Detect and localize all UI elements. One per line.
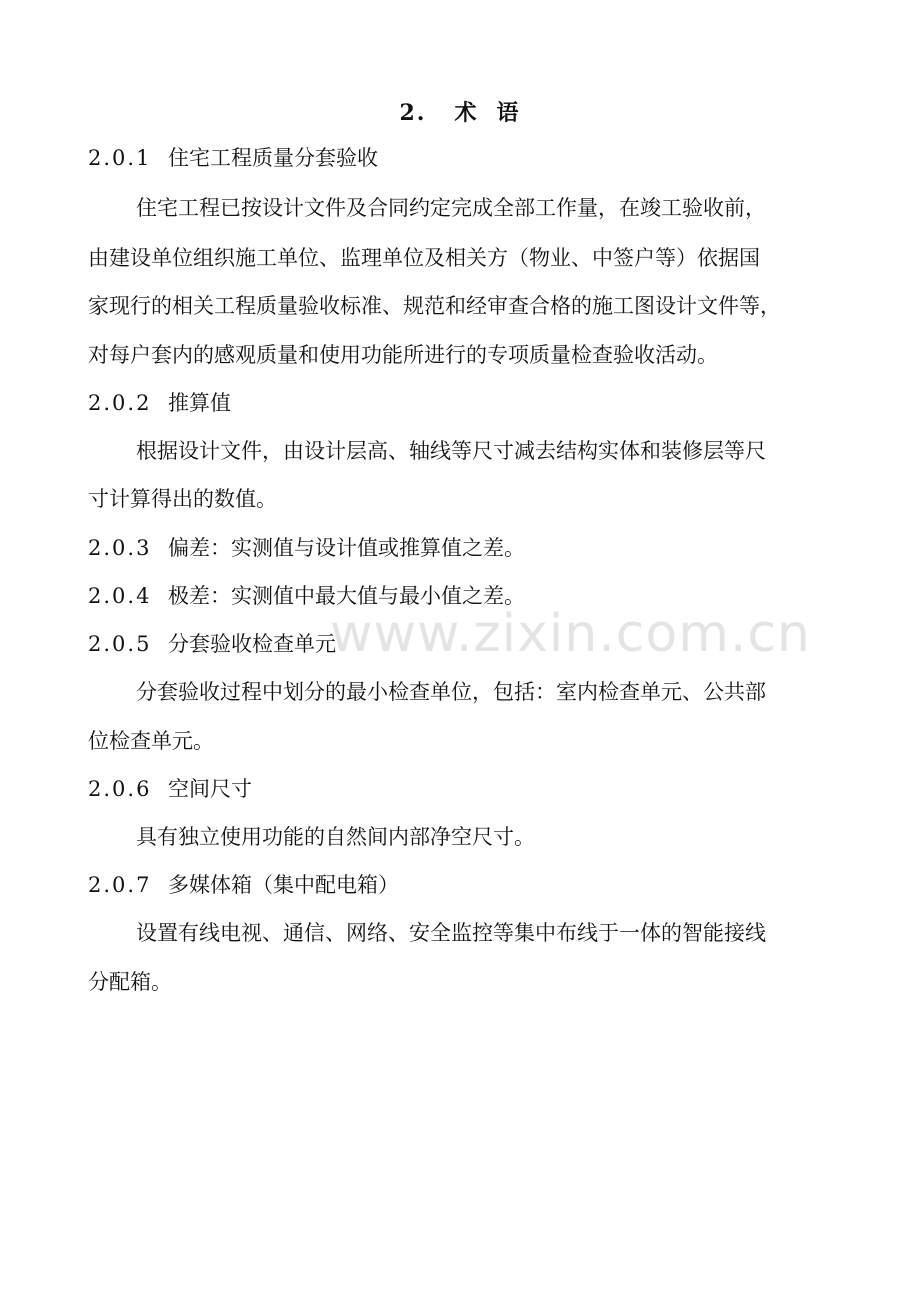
section-title-word-1: 术 <box>454 100 479 126</box>
term-title: 住宅工程质量分套验收 <box>168 146 378 170</box>
term-heading <box>88 143 378 173</box>
paragraph-line: 住宅工程已按设计文件及合同约定完成全部工作量，在竣工验收前， <box>136 196 766 220</box>
paragraph-line: 分套验收过程中划分的最小检查单位，包括：室内检查单元、公共部 <box>136 680 766 704</box>
section-number: 2. <box>399 100 427 126</box>
term-heading <box>88 388 231 418</box>
term-title: 极差：实测值中最大值与最小值之差。 <box>168 584 525 608</box>
term-number: 2.0.1 <box>88 146 152 170</box>
term-heading <box>88 629 336 659</box>
term-heading <box>88 581 525 611</box>
paragraph-line: 位检查单元。 <box>88 729 214 753</box>
paragraph-line: 根据设计文件，由设计层高、轴线等尺寸减去结构实体和装修层等尺 <box>136 439 766 463</box>
term-number: 2.0.5 <box>88 632 152 656</box>
term-title: 推算值 <box>168 391 231 415</box>
term-title: 空间尺寸 <box>168 777 252 801</box>
section-title-word-2: 语 <box>496 100 521 126</box>
term-heading <box>88 533 525 563</box>
term-number: 2.0.6 <box>88 777 152 801</box>
term-title: 多媒体箱（集中配电箱） <box>168 873 399 897</box>
section-title <box>0 96 920 127</box>
term-heading <box>88 870 399 900</box>
paragraph-line: 寸计算得出的数值。 <box>88 487 277 511</box>
term-number: 2.0.7 <box>88 873 152 897</box>
watermark: www.zixin.com.cn <box>330 604 811 664</box>
paragraph-line: 设置有线电视、通信、网络、安全监控等集中布线于一体的智能接线 <box>136 921 766 945</box>
term-number: 2.0.2 <box>88 391 152 415</box>
paragraph-line: 对每户套内的感观质量和使用功能所进行的专项质量检查验收活动。 <box>88 343 718 367</box>
term-title: 分套验收检查单元 <box>168 632 336 656</box>
paragraph-line: 具有独立使用功能的自然间内部净空尺寸。 <box>136 825 535 849</box>
term-heading <box>88 774 252 804</box>
paragraph-line: 分配箱。 <box>88 970 172 994</box>
paragraph-line: 由建设单位组织施工单位、监理单位及相关方（物业、中签户等）依据国 <box>88 246 760 270</box>
term-title: 偏差：实测值与设计值或推算值之差。 <box>168 536 525 560</box>
paragraph-line: 家现行的相关工程质量验收标准、规范和经审查合格的施工图设计文件等， <box>88 294 781 318</box>
term-number: 2.0.4 <box>88 584 152 608</box>
term-number: 2.0.3 <box>88 536 152 560</box>
